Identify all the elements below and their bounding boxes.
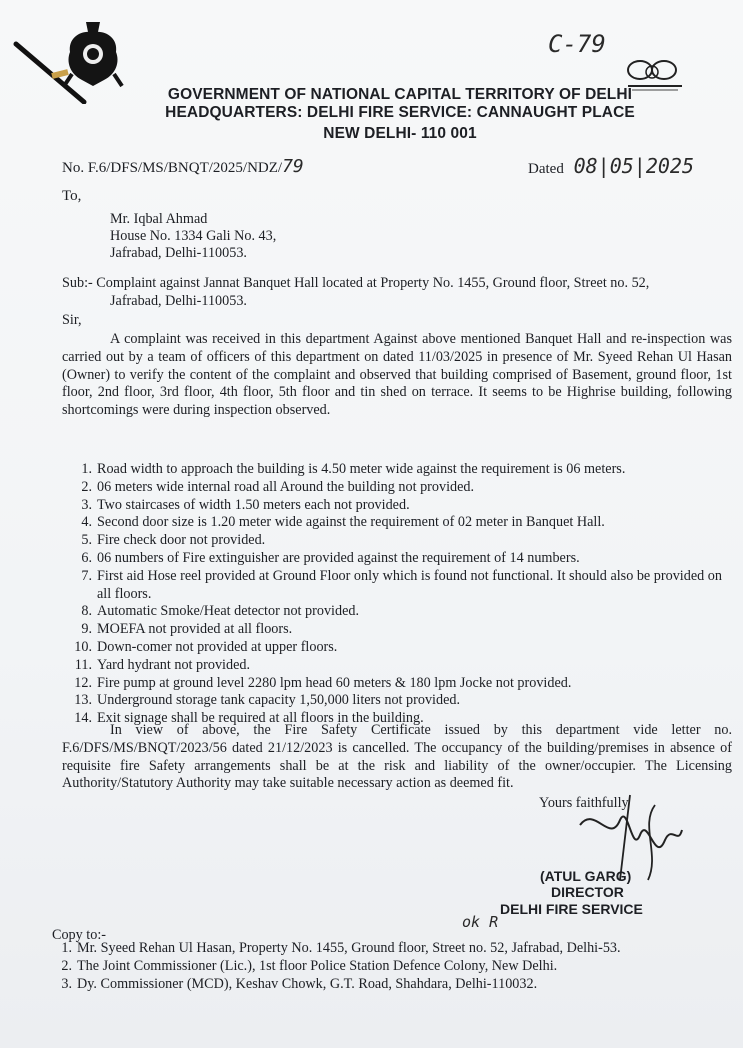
list-item: 3. Two staircases of width 1.50 meters each not provided.: [81, 496, 410, 513]
list-item: 14. Exit signage shall be required at all floors in the building.: [74, 710, 424, 727]
addressee-address-2: Jafrabad, Delhi-110053.: [110, 245, 247, 261]
addressee-address-1: House No. 1334 Gali No. 43,: [110, 228, 277, 244]
copy-to-list: [42, 940, 732, 993]
header-line-2: HEADQUARTERS: DELHI FIRE SERVICE: CANNAUGHT PLACE: [165, 104, 635, 121]
list-item: 1. Mr. Syeed Rehan Ul Hasan, Property No. 1455, Ground floor, Street no. 52, Jafrabad, Delhi-53.: [61, 940, 621, 956]
list-item: 2. The Joint Commissioner (Lic.), 1st floor Police Station Defence Colony, New Delhi.: [61, 957, 558, 974]
list-item: 13. Underground storage tank capacity 1,50,000 liters not provided.: [74, 692, 461, 709]
signatory-designation: DIRECTOR: [551, 884, 624, 900]
header-line-3: NEW DELHI- 110 001: [323, 125, 477, 142]
salutation: Sir,: [62, 312, 82, 328]
list-item: 7. First aid Hose reel provided at Ground Floor only which is found not functional. It should also be provided on all floors.: [81, 567, 722, 602]
list-item: 4. Second door size is 1.20 meter wide against the requirement of 02 meter in Banquet Hall.: [81, 514, 605, 531]
delhi-fire-service-emblem: [8, 14, 138, 104]
conclusion-paragraph: In view of above, the Fire Safety Certificate issued by this department vide letter no. F.6/DFS/MS/BNQT/2023/56 dated 21/12/2023 is cancelled. The occupancy of the building/premises in absence of requisite fire Safety arrangements shall be at the risk and liability of the owner/occupier. The Licensing Authority/Statutory Authority may take suitable necessary action as deemed fit.: [62, 722, 732, 792]
dated-label: Dated: [528, 161, 564, 177]
list-item: 11. Yard hydrant not provided.: [74, 656, 251, 673]
list-item: 3. Dy. Commissioner (MCD), Keshav Chowk, G.T. Road, Shahdara, Delhi-110032.: [61, 975, 538, 992]
handwritten-initial: ok R: [462, 913, 499, 931]
reference-number: [62, 158, 304, 178]
body-paragraph: A complaint was received in this department Against above mentioned Banquet Hall and re-inspection was carried out by a team of officers of this department on dated 11/03/2025 in presence of Mr. Syeed Rehan Ul Hasan (Owner) to verify the content of the complaint and observed that building comprised of Basement, ground floor, 1st floor, 2nd floor, 3rd floor, 4th floor, 5th floor and tin shed on terrace. It seems to be Highrise building, following shortcomings were during inspection observed.: [62, 331, 732, 419]
list-item: 10. Down-comer not provided at upper floors.: [74, 638, 338, 655]
addressee-name: Mr. Iqbal Ahmad: [110, 211, 208, 227]
handwritten-date: 08|05|2025: [573, 154, 694, 178]
signatory-department: DELHI FIRE SERVICE: [500, 901, 643, 917]
copy-to-label: Copy to:-: [52, 927, 106, 943]
subject-line-2: Jafrabad, Delhi-110053.: [110, 293, 247, 309]
signatory-name: (ATUL GARG): [540, 868, 632, 884]
subject-line-1: Sub:- Complaint against Jannat Banquet Hall located at Property No. 1455, Ground floor, Street no. 52,: [62, 275, 650, 291]
list-item: 5. Fire check door not provided.: [81, 532, 266, 549]
closing-yours-faithfully: Yours faithfully: [539, 795, 629, 811]
reference-number-text: No. F.6/DFS/MS/BNQT/2025/NDZ/: [62, 160, 283, 176]
header-line-1: GOVERNMENT OF NATIONAL CAPITAL TERRITORY OF DELHI: [167, 86, 633, 103]
shortcomings-list: [62, 461, 730, 728]
date-line: [528, 154, 694, 179]
list-item: 1. Road width to approach the building is 4.50 meter wide against the requirement is 06 meters.: [81, 461, 626, 477]
list-item: 2. 06 meters wide internal road all Around the building not provided.: [81, 478, 475, 495]
list-item: 6. 06 numbers of Fire extinguisher are provided against the requirement of 14 numbers.: [81, 549, 580, 566]
list-item: 12. Fire pump at ground level 2280 lpm head 60 meters & 180 lpm Jocke not provided.: [74, 674, 572, 691]
handwritten-file-note: C-79: [548, 30, 606, 58]
handwritten-file-suffix: 79: [282, 156, 304, 177]
to-label: To,: [62, 188, 82, 204]
list-item: 9. MOEFA not provided at all floors.: [81, 621, 293, 638]
list-item: 8. Automatic Smoke/Heat detector not provided.: [81, 603, 360, 620]
